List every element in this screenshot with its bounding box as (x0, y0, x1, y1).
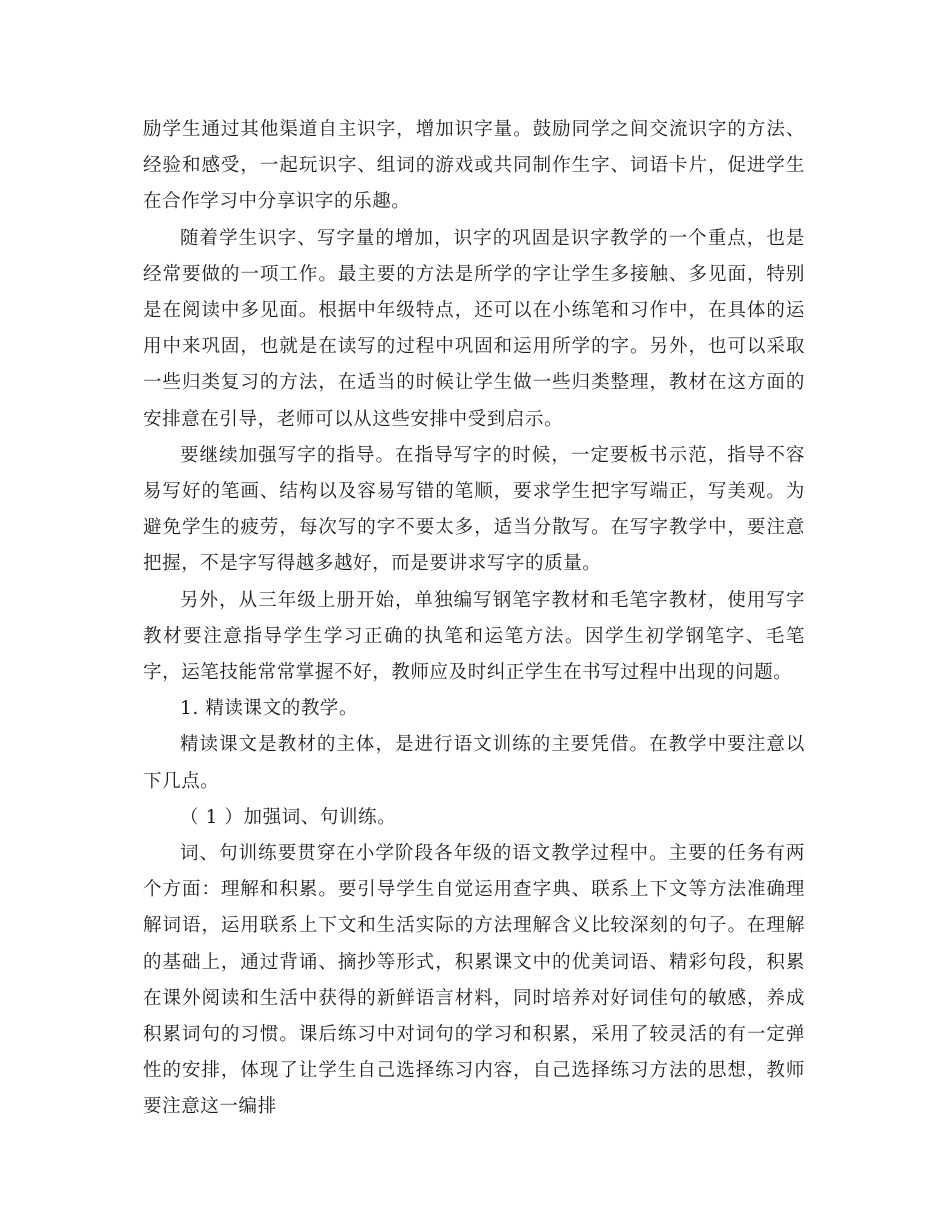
paragraph-literacy-consolidation: 随着学生识字、写字量的增加，识字的巩固是识字教学的一个重点，也是经常要做的一项工作。最主要的方法是所学的字让学生多接触、多见面，特别是在阅读中多见面。根据中年级特点，还可以在小练笔和习作中，在具体的运用中来巩固，也就是在读写的过程中巩固和运用所学的字。另外，也可以采取一些归类复习的方法，在适当的时候让学生做一些归类整理，教材在这方面的安排意在引导，老师可以从这些安排中受到启示。 (143, 227, 805, 430)
paragraph-intensive-reading-intro: 精读课文是教材的主体，是进行语文训练的主要凭借。在教学中要注意以下几点。 (143, 734, 805, 792)
paragraph-literacy-exchange: 励学生通过其他渠道自主识字，增加识字量。鼓励同学之间交流识字的方法、经验和感受，一起玩识字、组词的游戏或共同制作生字、词语卡片，促进学生在合作学习中分享识字的乐趣。 (143, 119, 805, 213)
subheading-word-sentence-training: （ 1 ）加强词、句训练。 (180, 806, 397, 828)
paragraph-writing-guidance: 要继续加强写字的指导。在指导写字的时候，一定要板书示范，指导不容易写好的笔画、结构以及容易写错的笔顺，要求学生把字写端正，写美观。为避免学生的疲劳，每次写的字不要太多，适当分散写。在写字教学中，要注意把握，不是字写得越多越好，而是要讲求写字的质量。 (143, 444, 805, 575)
document-body (143, 112, 805, 1126)
section-heading-intensive-reading: 1. 精读课文的教学。 (180, 698, 359, 720)
paragraph-word-sentence-training: 词、句训练要贯穿在小学阶段各年级的语文教学过程中。主要的任务有两个方面：理解和积累。要引导学生自觉运用查字典、联系上下文等方法准确理解词语，运用联系上下文和生活实际的方法理解含义比较深刻的句子。在理解的基础上，通过背诵、摘抄等形式，积累课文中的优美词语、精彩句段，积累在课外阅读和生活中获得的新鲜语言材料，同时培养对好词佳句的敏感，养成积累词句的习惯。课后练习中对词句的学习和积累，采用了较灵活的有一定弹性的安排，体现了让学生自己选择练习内容，自己选择练习方法的思想，教师要注意这一编排 (143, 843, 805, 1118)
paragraph-calligraphy-materials: 另外，从三年级上册开始，单独编写钢笔字教材和毛笔字教材，使用写字教材要注意指导学生学习正确的执笔和运笔方法。因学生初学钢笔字、毛笔字，运笔技能常常掌握不好，教师应及时纠正学生在书写过程中出现的问题。 (143, 589, 805, 684)
